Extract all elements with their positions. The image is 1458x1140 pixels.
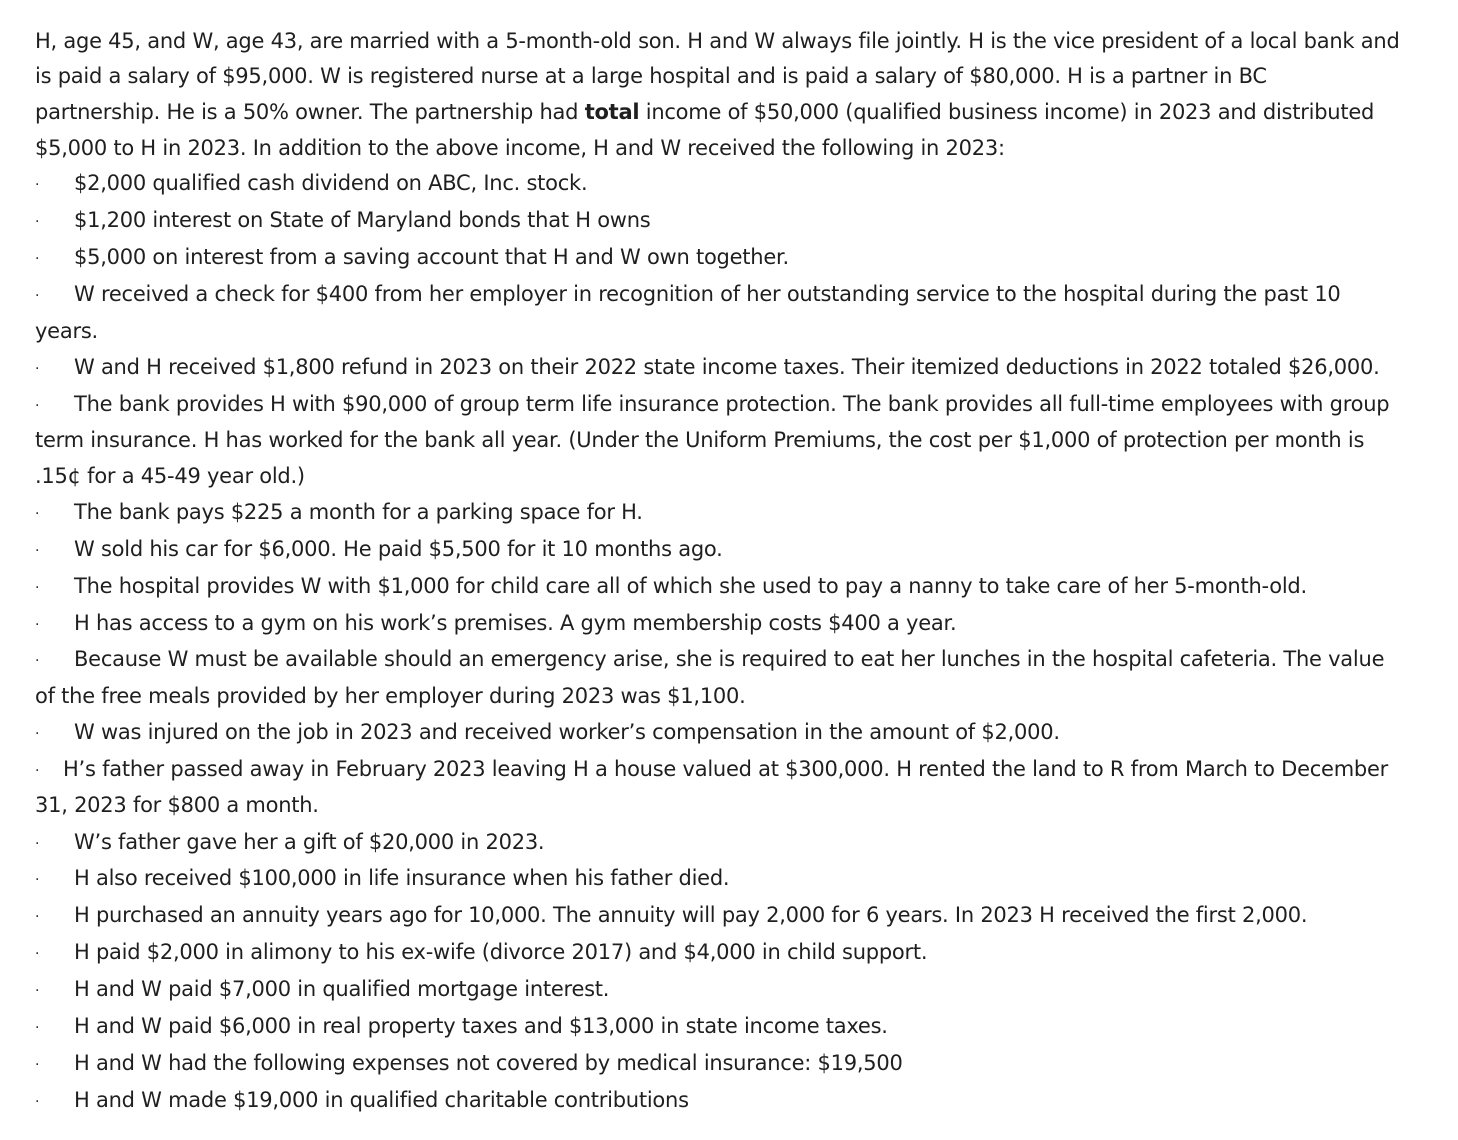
bullet-icon: · <box>35 1094 40 1110</box>
list-item-alimony: H paid $2,000 in alimony to his ex-wife (divorce 2017) and $4,000 in child support. <box>74 940 928 964</box>
list-item-taxes-paid: H and W paid $6,000 in real property taxes and $13,000 in state income taxes. <box>74 1014 888 1038</box>
list-item-parking: The bank pays $225 a month for a parking space for H. <box>74 500 643 524</box>
list-item-child-care: The hospital provides W with $1,000 for child care all of which she used to pay a nanny to take care of her 5-month-old. <box>74 574 1307 598</box>
intro-line-2: is paid a salary of $95,000. W is registered nurse at a large hospital and is paid a salary of $80,000. H is a partner in BC <box>35 64 1267 88</box>
bullet-icon: · <box>35 506 40 522</box>
bullet-icon: · <box>35 836 40 852</box>
list-item-inherited-house-cont: 31, 2023 for $800 a month. <box>35 793 319 817</box>
bullet-icon: · <box>35 617 40 633</box>
bullet-icon: · <box>35 763 40 779</box>
bullet-icon: · <box>35 214 40 230</box>
list-item-medical-expenses: H and W had the following expenses not covered by medical insurance: $19,500 <box>74 1051 903 1075</box>
list-item-maryland-bonds: $1,200 interest on State of Maryland bonds that H owns <box>74 208 651 232</box>
intro-line-3-pre: partnership. He is a 50% owner. The partnership had <box>35 100 585 124</box>
list-item-gift: W’s father gave her a gift of $20,000 in 2023. <box>74 830 545 854</box>
bullet-icon: · <box>35 361 40 377</box>
list-item-dividend: $2,000 qualified cash dividend on ABC, Inc. stock. <box>74 171 588 195</box>
intro-bold-total: total <box>584 100 640 124</box>
list-item-workers-comp: W was injured on the job in 2023 and received worker’s compensation in the amount of $2,000. <box>74 720 1060 744</box>
intro-line-1: H, age 45, and W, age 43, are married with a 5-month-old son. H and W always file jointly. H is the vice president of a local bank and <box>35 29 1400 53</box>
bullet-icon: · <box>35 1057 40 1073</box>
bullet-icon: · <box>35 1020 40 1036</box>
list-item-group-term-life-cont-2: .15¢ for a 45-49 year old.) <box>35 464 305 488</box>
intro-line-3 <box>35 100 1374 124</box>
bullet-icon: · <box>35 653 40 669</box>
bullet-icon: · <box>35 288 40 304</box>
bullet-icon: · <box>35 983 40 999</box>
bullet-icon: · <box>35 909 40 925</box>
bullet-icon: · <box>35 251 40 267</box>
list-item-state-refund: W and H received $1,800 refund in 2023 on their 2022 state income taxes. Their itemized deductions in 2022 totaled $26,000. <box>74 355 1380 379</box>
list-item-gym: H has access to a gym on his work’s premises. A gym membership costs $400 a year. <box>74 611 957 635</box>
list-item-car-sale: W sold his car for $6,000. He paid $5,500 for it 10 months ago. <box>74 537 723 561</box>
list-item-group-term-life-cont-1: term insurance. H has worked for the bank all year. (Under the Uniform Premiums, the cost per $1,000 of protection per month is <box>35 428 1365 452</box>
bullet-icon: · <box>35 726 40 742</box>
bullet-icon: · <box>35 872 40 888</box>
bullet-icon: · <box>35 580 40 596</box>
bullet-icon: · <box>35 398 40 414</box>
list-item-group-term-life: The bank provides H with $90,000 of group term life insurance protection. The bank provides all full-time employees with group <box>74 392 1390 416</box>
list-item-employer-check-cont: years. <box>35 319 98 343</box>
list-item-mortgage-interest: H and W paid $7,000 in qualified mortgage interest. <box>74 977 610 1001</box>
list-item-life-insurance: H also received $100,000 in life insurance when his father died. <box>74 866 730 890</box>
list-item-meals: Because W must be available should an emergency arise, she is required to eat her lunches in the hospital cafeteria. The value <box>74 647 1385 671</box>
list-item-employer-check: W received a check for $400 from her employer in recognition of her outstanding service to the hospital during the past 10 <box>74 282 1341 306</box>
bullet-icon: · <box>35 946 40 962</box>
bullet-icon: · <box>35 543 40 559</box>
intro-line-3-post: income of $50,000 (qualified business income) in 2023 and distributed <box>639 100 1375 124</box>
list-item-inherited-house: H’s father passed away in February 2023 leaving H a house valued at $300,000. H rented the land to R from March to December <box>63 757 1389 781</box>
intro-line-4: $5,000 to H in 2023. In addition to the above income, H and W received the following in 2023: <box>35 136 1005 160</box>
bullet-icon: · <box>35 177 40 193</box>
list-item-annuity: H purchased an annuity years ago for 10,000. The annuity will pay 2,000 for 6 years. In 2023 H received the first 2,000. <box>74 903 1308 927</box>
list-item-meals-cont: of the free meals provided by her employer during 2023 was $1,100. <box>35 684 746 708</box>
list-item-savings-interest: $5,000 on interest from a saving account that H and W own together. <box>74 245 789 269</box>
list-item-charitable: H and W made $19,000 in qualified charitable contributions <box>74 1088 689 1112</box>
